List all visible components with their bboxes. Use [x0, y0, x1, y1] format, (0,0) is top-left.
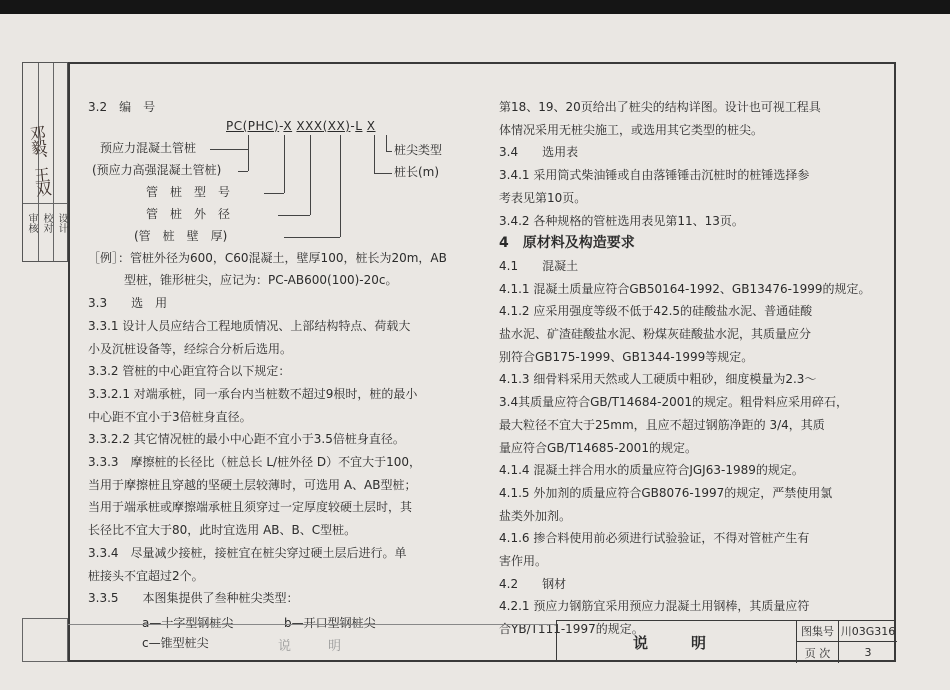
title-block [556, 620, 896, 662]
label-phc-pile: (预应力高强混凝土管桩) [92, 162, 222, 177]
text-line: 4.2.1 预应力钢筋宜采用预应力混凝土用钢棒，其质量应符 [499, 599, 810, 614]
text-line: 当用于摩擦桩且穿越的坚硬土层较薄时，可选用 A、AB型桩； [88, 477, 417, 492]
atlas-number: 川03G316 [839, 621, 897, 642]
text-line: 3.3.4 尽量减少接桩，接桩宜在桩尖穿过硬土层后进行。单 [88, 545, 407, 560]
text-line: 3.4.1 采用筒式柴油锤或自由落锤锤击沉桩时的桩锤选择参 [499, 168, 810, 183]
code-part-type: PC(PHC) [226, 118, 280, 133]
code-part-wall: (XX) [322, 118, 351, 133]
text-line: 合YB/T111-1997的规定。 [499, 622, 644, 637]
code-format [226, 119, 376, 133]
text-line: 4.1.2 应采用强度等级不低于42.5的硅酸盐水泥、普通硅酸 [499, 304, 813, 319]
code-part-model: X [283, 118, 293, 133]
label-pc-pile: 预应力混凝土管桩 [100, 140, 197, 155]
tip-type-b: b—开口型钢桩尖 [284, 615, 376, 630]
tip-type-a: a—十字型钢桩尖 [142, 615, 234, 630]
signature-label-review: 审核 [26, 213, 37, 233]
code-part-diameter: XXX [296, 118, 323, 133]
text-line: 别符合GB175-1999、GB1344-1999等规定。 [499, 349, 754, 364]
text-line: 4.2 钢材 [499, 576, 567, 591]
bottom-faded-box [68, 624, 556, 662]
tip-type-c: c—锥型桩尖 [142, 635, 209, 650]
text-line: 4.1.3 细骨料采用天然或人工硬质中粗砂，细度模量为2.3～ [499, 372, 817, 387]
text-line: 3.4.2 各种规格的管桩选用表见第11、13页。 [499, 213, 744, 228]
faded-title: 说 明 [278, 639, 354, 654]
text-line: 中心距不宜小于3倍桩身直径。 [88, 409, 252, 424]
signature-label-design: 设计 [56, 213, 67, 233]
text-line: 最大粒径不宜大于25mm，且应不超过钢筋净距的 3/4，其质 [499, 417, 825, 432]
text-line: 桩接头不宜超过2个。 [88, 568, 204, 583]
page-number: 3 [864, 646, 872, 659]
signature-label-check: 校对 [41, 213, 52, 233]
text-line: 3.3 选 用 [88, 296, 168, 311]
text-line: 4.1.1 混凝土质量应符合GB50164-1992、GB13476-1999的规定。 [499, 281, 871, 296]
text-line: 3.3.2 管桩的中心距宜符合以下规定： [88, 364, 291, 379]
text-line: 3.3.1 设计人员应结合工程地质情况、上部结构特点、荷载大 [88, 318, 411, 333]
section-3-2-heading: 3.2 编 号 [88, 100, 156, 114]
text-line: 害作用。 [499, 554, 548, 569]
left-column [88, 96, 468, 654]
text-line: 量应符合GB/T14685-2001的规定。 [499, 440, 697, 455]
label-pile-wall: (管 桩 壁 厚) [134, 228, 228, 243]
code-sep: - [279, 118, 284, 133]
section-4-heading: 4 原材料及构造要求 [499, 235, 635, 252]
atlas-number-label: 图集号 [797, 621, 839, 642]
handwritten-signature: 邓毅、王双 [26, 124, 53, 196]
text-line: 4.1.5 外加剂的质量应符合GB8076-1997的规定，严禁使用氯 [499, 485, 833, 500]
text-line: 型桩，锥形桩尖，应记为：PC-AB600(100)-20c。 [88, 273, 398, 288]
text-line: 3.3.5 本图集提供了叁种桩尖类型： [88, 591, 299, 606]
text-line: 4.1.6 掺合料使用前必须进行试验验证，不得对管桩产生有 [499, 531, 810, 546]
text-line: 考表见第10页。 [499, 190, 587, 205]
label-pile-length: 桩长(m) [394, 164, 440, 179]
text-line: ［例］：管桩外径为600，C60混凝土，壁厚100，桩长为20m，AB [88, 250, 447, 265]
top-dark-strip [0, 0, 950, 14]
text-line: 4.1 混凝土 [499, 258, 579, 273]
label-tip-type: 桩尖类型 [394, 142, 443, 157]
right-body-text-2 [499, 255, 869, 641]
code-diagram [88, 119, 468, 247]
text-line: 3.4 选用表 [499, 145, 579, 160]
text-line: 小及沉桩设备等，经综合分析后选用。 [88, 341, 293, 356]
text-line: 盐类外加剂。 [499, 508, 572, 523]
text-line: 3.3.3 摩擦桩的长径比（桩总长 L/桩外径 D）不宜大于100， [88, 455, 422, 470]
code-sep: - [350, 118, 356, 133]
text-line: 第18、19、20页给出了桩尖的结构详图。设计也可视工程具 [499, 100, 821, 114]
text-line: 盐水泥、矿渣硅酸盐水泥、粉煤灰硅酸盐水泥，其质量应分 [499, 327, 812, 342]
code-part-length: L [355, 118, 363, 133]
right-body-text [499, 96, 869, 232]
text-line: 4.1.4 混凝土拌合用水的质量应符合JGJ63-1989的规定。 [499, 463, 804, 478]
left-body-text [88, 247, 468, 610]
page-number-label: 页 次 [797, 642, 839, 663]
sheet-title: 说 明 [557, 621, 797, 663]
corner-stamp-box [22, 618, 68, 662]
text-line: 3.4其质量应符合GB/T14684-2001的规定。粗骨料应采用碎石， [499, 395, 849, 410]
label-pile-diameter: 管 桩 外 径 [146, 206, 231, 221]
text-line: 长径比不宜大于80，此时宜选用 AB、B、C型桩。 [88, 523, 357, 538]
text-line: 当用于端承桩或摩擦端承桩且须穿过一定厚度较硬土层时，其 [88, 500, 413, 515]
label-pile-model: 管 桩 型 号 [146, 184, 231, 199]
code-part-tip: X [366, 118, 376, 133]
text-line: 体情况采用无桩尖施工，或选用其它类型的桩尖。 [499, 122, 764, 137]
text-line: 3.3.2.1 对端承桩，同一承台内当桩数不超过9根时，桩的最小 [88, 386, 418, 401]
text-line: 3.3.2.2 其它情况桩的最小中心距不宜小于3.5倍桩身直径。 [88, 432, 405, 447]
right-column [499, 96, 869, 641]
